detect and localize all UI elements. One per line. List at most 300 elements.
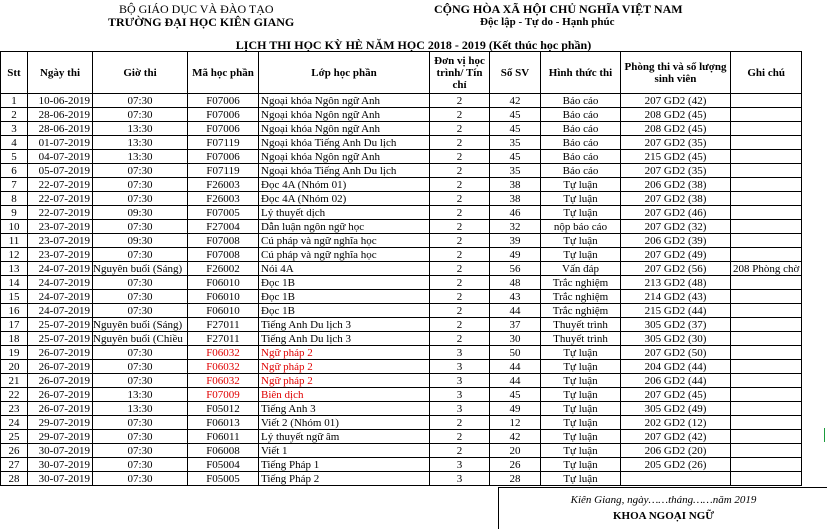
row-exam-form: Tự luận xyxy=(541,360,621,374)
row-class: Nói 4A xyxy=(259,262,430,276)
row-class: Ngoại khóa Ngôn ngữ Anh xyxy=(259,150,430,164)
row-credits: 2 xyxy=(430,164,490,178)
row-date: 30-07-2019 xyxy=(28,444,93,458)
row-exam-form: Báo cáo xyxy=(541,122,621,136)
row-room: 206 GD2 (44) xyxy=(621,374,731,388)
row-date: 28-06-2019 xyxy=(28,108,93,122)
row-students: 39 xyxy=(490,234,541,248)
row-time: 09:30 xyxy=(93,206,188,220)
table-row xyxy=(1,164,802,178)
row-credits: 2 xyxy=(430,150,490,164)
row-note xyxy=(731,206,802,220)
row-date: 01-07-2019 xyxy=(28,136,93,150)
row-date: 26-07-2019 xyxy=(28,388,93,402)
row-code: F06032 xyxy=(188,374,259,388)
row-time: 07:30 xyxy=(93,220,188,234)
column-header: Số SV xyxy=(490,52,541,94)
table-header-row xyxy=(1,52,802,94)
row-stt: 7 xyxy=(1,178,28,192)
row-class: Lý thuyết dịch xyxy=(259,206,430,220)
row-stt: 24 xyxy=(1,416,28,430)
row-students: 12 xyxy=(490,416,541,430)
row-time: 07:30 xyxy=(93,164,188,178)
table-row xyxy=(1,108,802,122)
row-stt: 17 xyxy=(1,318,28,332)
row-students: 46 xyxy=(490,206,541,220)
row-room: 207 GD2 (42) xyxy=(621,94,731,108)
column-header: Đơn vị học trình/ Tín chỉ xyxy=(430,52,490,94)
row-stt: 16 xyxy=(1,304,28,318)
row-date: 29-07-2019 xyxy=(28,416,93,430)
row-room xyxy=(621,472,731,486)
row-credits: 2 xyxy=(430,220,490,234)
row-code: F07008 xyxy=(188,248,259,262)
table-row xyxy=(1,444,802,458)
row-date: 26-07-2019 xyxy=(28,402,93,416)
row-class: Cú pháp và ngữ nghĩa học xyxy=(259,248,430,262)
row-date: 10-06-2019 xyxy=(28,94,93,108)
row-stt: 26 xyxy=(1,444,28,458)
row-class: Tiếng Anh 3 xyxy=(259,402,430,416)
row-students: 35 xyxy=(490,164,541,178)
row-room: 204 GD2 (44) xyxy=(621,360,731,374)
row-exam-form: Tự luận xyxy=(541,472,621,486)
row-time: 07:30 xyxy=(93,416,188,430)
row-stt: 23 xyxy=(1,402,28,416)
row-time: 07:30 xyxy=(93,444,188,458)
row-note xyxy=(731,430,802,444)
row-note xyxy=(731,234,802,248)
row-class: Ngoại khóa Ngôn ngữ Anh xyxy=(259,108,430,122)
row-room: 305 GD2 (49) xyxy=(621,402,731,416)
university-name: TRƯỜNG ĐẠI HỌC KIÊN GIANG xyxy=(108,15,295,29)
row-stt: 3 xyxy=(1,122,28,136)
table-row xyxy=(1,458,802,472)
row-note xyxy=(731,178,802,192)
row-date: 24-07-2019 xyxy=(28,290,93,304)
row-credits: 2 xyxy=(430,136,490,150)
row-date: 23-07-2019 xyxy=(28,220,93,234)
row-date: 24-07-2019 xyxy=(28,276,93,290)
row-students: 42 xyxy=(490,94,541,108)
row-room: 205 GD2 (26) xyxy=(621,458,731,472)
row-note xyxy=(731,318,802,332)
row-code: F05012 xyxy=(188,402,259,416)
row-students: 50 xyxy=(490,346,541,360)
row-class: Ngữ pháp 2 xyxy=(259,374,430,388)
table-row xyxy=(1,360,802,374)
row-date: 23-07-2019 xyxy=(28,234,93,248)
table-row xyxy=(1,206,802,220)
row-code: F27011 xyxy=(188,318,259,332)
row-exam-form: Tự luận xyxy=(541,402,621,416)
row-room: 207 GD2 (38) xyxy=(621,192,731,206)
row-room: 206 GD2 (38) xyxy=(621,178,731,192)
row-code: F07006 xyxy=(188,150,259,164)
row-students: 49 xyxy=(490,248,541,262)
country-name: CỘNG HÒA XÃ HỘI CHỦ NGHĨA VIỆT NAM xyxy=(434,2,683,16)
row-credits: 2 xyxy=(430,332,490,346)
row-code: F26003 xyxy=(188,178,259,192)
row-stt: 5 xyxy=(1,150,28,164)
row-stt: 18 xyxy=(1,332,28,346)
row-credits: 3 xyxy=(430,346,490,360)
row-class: Đọc 4A (Nhóm 02) xyxy=(259,192,430,206)
row-class: Tiếng Pháp 1 xyxy=(259,458,430,472)
row-students: 38 xyxy=(490,178,541,192)
row-class: Cú pháp và ngữ nghĩa học xyxy=(259,234,430,248)
row-date: 24-07-2019 xyxy=(28,262,93,276)
column-header: Ghi chú xyxy=(731,52,802,94)
row-note xyxy=(731,150,802,164)
row-date: 04-07-2019 xyxy=(28,150,93,164)
row-room: 207 GD2 (49) xyxy=(621,248,731,262)
row-room: 207 GD2 (42) xyxy=(621,430,731,444)
row-code: F27004 xyxy=(188,220,259,234)
row-time: 07:30 xyxy=(93,472,188,486)
table-body xyxy=(1,94,802,486)
row-stt: 8 xyxy=(1,192,28,206)
table-row xyxy=(1,234,802,248)
row-class: Tiếng Anh Du lịch 3 xyxy=(259,332,430,346)
table-row xyxy=(1,136,802,150)
row-room: 213 GD2 (48) xyxy=(621,276,731,290)
row-students: 49 xyxy=(490,402,541,416)
row-class: Ngữ pháp 2 xyxy=(259,346,430,360)
row-stt: 21 xyxy=(1,374,28,388)
row-exam-form: Tự luận xyxy=(541,178,621,192)
table-row xyxy=(1,388,802,402)
row-room: 215 GD2 (45) xyxy=(621,150,731,164)
table-row xyxy=(1,150,802,164)
row-exam-form: Tự luận xyxy=(541,374,621,388)
row-credits: 3 xyxy=(430,374,490,388)
row-room: 207 GD2 (50) xyxy=(621,346,731,360)
row-exam-form: Tự luận xyxy=(541,388,621,402)
row-credits: 2 xyxy=(430,178,490,192)
table-row xyxy=(1,290,802,304)
column-header: Hình thức thi xyxy=(541,52,621,94)
row-students: 56 xyxy=(490,262,541,276)
row-credits: 2 xyxy=(430,234,490,248)
row-room: 305 GD2 (37) xyxy=(621,318,731,332)
row-code: F07006 xyxy=(188,94,259,108)
signature-block xyxy=(498,487,827,529)
row-room: 206 GD2 (39) xyxy=(621,234,731,248)
row-class: Tiếng Anh Du lịch 3 xyxy=(259,318,430,332)
table-row xyxy=(1,122,802,136)
row-time: 07:30 xyxy=(93,304,188,318)
row-time: 07:30 xyxy=(93,94,188,108)
row-credits: 3 xyxy=(430,360,490,374)
column-header: Giờ thi xyxy=(93,52,188,94)
table-row xyxy=(1,374,802,388)
row-date: 22-07-2019 xyxy=(28,206,93,220)
row-time: 07:30 xyxy=(93,192,188,206)
row-note xyxy=(731,332,802,346)
row-time: 07:30 xyxy=(93,430,188,444)
row-exam-form: Báo cáo xyxy=(541,164,621,178)
row-students: 45 xyxy=(490,108,541,122)
row-exam-form: Tự luận xyxy=(541,416,621,430)
row-credits: 2 xyxy=(430,262,490,276)
row-exam-form: Tự luận xyxy=(541,458,621,472)
row-exam-form: Tự luận xyxy=(541,206,621,220)
row-date: 26-07-2019 xyxy=(28,374,93,388)
row-exam-form: Trắc nghiệm xyxy=(541,276,621,290)
row-class: Ngoại khóa Tiếng Anh Du lịch xyxy=(259,164,430,178)
row-note xyxy=(731,388,802,402)
exam-schedule-table xyxy=(0,51,802,486)
row-code: F06011 xyxy=(188,430,259,444)
row-credits: 2 xyxy=(430,206,490,220)
row-students: 32 xyxy=(490,220,541,234)
row-note xyxy=(731,276,802,290)
row-room: 305 GD2 (30) xyxy=(621,332,731,346)
table-row xyxy=(1,248,802,262)
row-exam-form: Báo cáo xyxy=(541,94,621,108)
row-date: 30-07-2019 xyxy=(28,458,93,472)
row-stt: 1 xyxy=(1,94,28,108)
row-credits: 2 xyxy=(430,248,490,262)
row-room: 215 GD2 (44) xyxy=(621,304,731,318)
row-credits: 2 xyxy=(430,430,490,444)
row-stt: 25 xyxy=(1,430,28,444)
row-date: 25-07-2019 xyxy=(28,318,93,332)
row-note xyxy=(731,220,802,234)
row-exam-form: Trắc nghiệm xyxy=(541,304,621,318)
row-code: F27011 xyxy=(188,332,259,346)
column-header: Mã học phần xyxy=(188,52,259,94)
row-note xyxy=(731,402,802,416)
row-date: 23-07-2019 xyxy=(28,248,93,262)
row-time: Nguyên buổi (Sáng) xyxy=(93,318,188,332)
row-room: 207 GD2 (46) xyxy=(621,206,731,220)
table-row xyxy=(1,192,802,206)
row-note xyxy=(731,472,802,486)
row-class: Dẫn luận ngôn ngữ học xyxy=(259,220,430,234)
row-exam-form: Báo cáo xyxy=(541,108,621,122)
row-credits: 2 xyxy=(430,318,490,332)
row-class: Ngoại khóa Tiếng Anh Du lịch xyxy=(259,136,430,150)
row-time: 07:30 xyxy=(93,346,188,360)
national-motto: Độc lập - Tự do - Hạnh phúc xyxy=(480,16,615,28)
row-room: 207 GD2 (45) xyxy=(621,388,731,402)
row-code: F07119 xyxy=(188,164,259,178)
row-stt: 12 xyxy=(1,248,28,262)
row-date: 29-07-2019 xyxy=(28,430,93,444)
row-code: F26003 xyxy=(188,192,259,206)
ministry-name: BỘ GIÁO DỤC VÀ ĐÀO TẠO xyxy=(119,2,274,16)
row-date: 26-07-2019 xyxy=(28,360,93,374)
column-header: Ngày thi xyxy=(28,52,93,94)
column-header: Phòng thi và số lượng sinh viên xyxy=(621,52,731,94)
row-time: 13:30 xyxy=(93,388,188,402)
row-exam-form: Tự luận xyxy=(541,192,621,206)
row-room: 207 GD2 (56) xyxy=(621,262,731,276)
row-date: 30-07-2019 xyxy=(28,472,93,486)
table-row xyxy=(1,94,802,108)
row-time: 07:30 xyxy=(93,248,188,262)
row-time: 07:30 xyxy=(93,290,188,304)
row-students: 45 xyxy=(490,388,541,402)
table-row xyxy=(1,220,802,234)
row-class: Đọc 1B xyxy=(259,290,430,304)
row-class: Lý thuyết ngữ âm xyxy=(259,430,430,444)
row-room: 207 GD2 (35) xyxy=(621,136,731,150)
row-students: 44 xyxy=(490,360,541,374)
row-exam-form: Tự luận xyxy=(541,444,621,458)
row-class: Đọc 4A (Nhóm 01) xyxy=(259,178,430,192)
row-date: 26-07-2019 xyxy=(28,346,93,360)
row-time: 07:30 xyxy=(93,108,188,122)
row-time: 07:30 xyxy=(93,374,188,388)
row-time: 13:30 xyxy=(93,122,188,136)
row-credits: 2 xyxy=(430,122,490,136)
row-students: 20 xyxy=(490,444,541,458)
row-stt: 4 xyxy=(1,136,28,150)
row-time: 13:30 xyxy=(93,402,188,416)
row-students: 48 xyxy=(490,276,541,290)
row-date: 28-06-2019 xyxy=(28,122,93,136)
row-students: 45 xyxy=(490,122,541,136)
table-row xyxy=(1,276,802,290)
row-note xyxy=(731,122,802,136)
column-header: Lớp học phần xyxy=(259,52,430,94)
row-students: 43 xyxy=(490,290,541,304)
row-note xyxy=(731,136,802,150)
row-credits: 2 xyxy=(430,304,490,318)
row-exam-form: Báo cáo xyxy=(541,150,621,164)
row-students: 37 xyxy=(490,318,541,332)
row-credits: 3 xyxy=(430,402,490,416)
row-exam-form: Báo cáo xyxy=(541,136,621,150)
row-code: F06010 xyxy=(188,290,259,304)
row-code: F07008 xyxy=(188,234,259,248)
table-row xyxy=(1,332,802,346)
row-students: 35 xyxy=(490,136,541,150)
signature-department: KHOA NGOẠI NGỮ xyxy=(612,510,715,522)
table-row xyxy=(1,262,802,276)
row-room: 207 GD2 (35) xyxy=(621,164,731,178)
table-row xyxy=(1,178,802,192)
row-stt: 10 xyxy=(1,220,28,234)
row-credits: 3 xyxy=(430,472,490,486)
table-row xyxy=(1,430,802,444)
row-class: Đọc 1B xyxy=(259,276,430,290)
row-stt: 28 xyxy=(1,472,28,486)
signature-date-line: Kiên Giang, ngày……tháng……năm 2019 xyxy=(570,494,757,506)
row-stt: 14 xyxy=(1,276,28,290)
row-time: 07:30 xyxy=(93,360,188,374)
row-code: F07119 xyxy=(188,136,259,150)
row-code: F07005 xyxy=(188,206,259,220)
row-class: Viết 2 (Nhóm 01) xyxy=(259,416,430,430)
row-stt: 15 xyxy=(1,290,28,304)
row-note xyxy=(731,458,802,472)
table-row xyxy=(1,346,802,360)
row-note xyxy=(731,416,802,430)
column-header: Stt xyxy=(1,52,28,94)
row-students: 42 xyxy=(490,430,541,444)
row-exam-form: Tự luận xyxy=(541,430,621,444)
table-row xyxy=(1,318,802,332)
row-room: 208 GD2 (45) xyxy=(621,122,731,136)
table-row xyxy=(1,402,802,416)
row-students: 26 xyxy=(490,458,541,472)
row-note xyxy=(731,374,802,388)
row-stt: 9 xyxy=(1,206,28,220)
row-stt: 6 xyxy=(1,164,28,178)
row-class: Ngoại khóa Ngôn ngữ Anh xyxy=(259,94,430,108)
row-code: F06010 xyxy=(188,276,259,290)
row-exam-form: Trắc nghiệm xyxy=(541,290,621,304)
row-note xyxy=(731,304,802,318)
row-note xyxy=(731,360,802,374)
row-date: 25-07-2019 xyxy=(28,332,93,346)
row-code: F06032 xyxy=(188,360,259,374)
row-stt: 20 xyxy=(1,360,28,374)
row-students: 45 xyxy=(490,150,541,164)
row-note xyxy=(731,290,802,304)
row-code: F26002 xyxy=(188,262,259,276)
row-credits: 2 xyxy=(430,276,490,290)
row-code: F07006 xyxy=(188,108,259,122)
row-time: 13:30 xyxy=(93,136,188,150)
row-stt: 22 xyxy=(1,388,28,402)
row-code: F07006 xyxy=(188,122,259,136)
row-note xyxy=(731,164,802,178)
row-stt: 13 xyxy=(1,262,28,276)
row-exam-form: Vấn đáp xyxy=(541,262,621,276)
row-students: 44 xyxy=(490,374,541,388)
row-class: Viết 1 xyxy=(259,444,430,458)
row-credits: 2 xyxy=(430,290,490,304)
row-credits: 2 xyxy=(430,108,490,122)
row-code: F05005 xyxy=(188,472,259,486)
row-time: 13:30 xyxy=(93,150,188,164)
row-stt: 27 xyxy=(1,458,28,472)
row-note xyxy=(731,346,802,360)
row-students: 28 xyxy=(490,472,541,486)
row-credits: 2 xyxy=(430,444,490,458)
row-code: F06010 xyxy=(188,304,259,318)
row-time: Nguyên buổi (Sáng) xyxy=(93,262,188,276)
row-students: 44 xyxy=(490,304,541,318)
row-credits: 3 xyxy=(430,458,490,472)
row-time: Nguyên buổi (Chiều xyxy=(93,332,188,346)
row-date: 22-07-2019 xyxy=(28,192,93,206)
row-code: F06032 xyxy=(188,346,259,360)
row-time: 09:30 xyxy=(93,234,188,248)
row-exam-form: Tự luận xyxy=(541,234,621,248)
row-room: 214 GD2 (43) xyxy=(621,290,731,304)
row-stt: 2 xyxy=(1,108,28,122)
row-room: 206 GD2 (20) xyxy=(621,444,731,458)
row-exam-form: nộp báo cáo xyxy=(541,220,621,234)
row-code: F06013 xyxy=(188,416,259,430)
row-note xyxy=(731,108,802,122)
row-students: 38 xyxy=(490,192,541,206)
row-date: 22-07-2019 xyxy=(28,178,93,192)
table-row xyxy=(1,304,802,318)
row-exam-form: Tự luận xyxy=(541,248,621,262)
row-note xyxy=(731,192,802,206)
row-stt: 19 xyxy=(1,346,28,360)
row-exam-form: Thuyết trình xyxy=(541,332,621,346)
row-time: 07:30 xyxy=(93,178,188,192)
row-credits: 2 xyxy=(430,192,490,206)
